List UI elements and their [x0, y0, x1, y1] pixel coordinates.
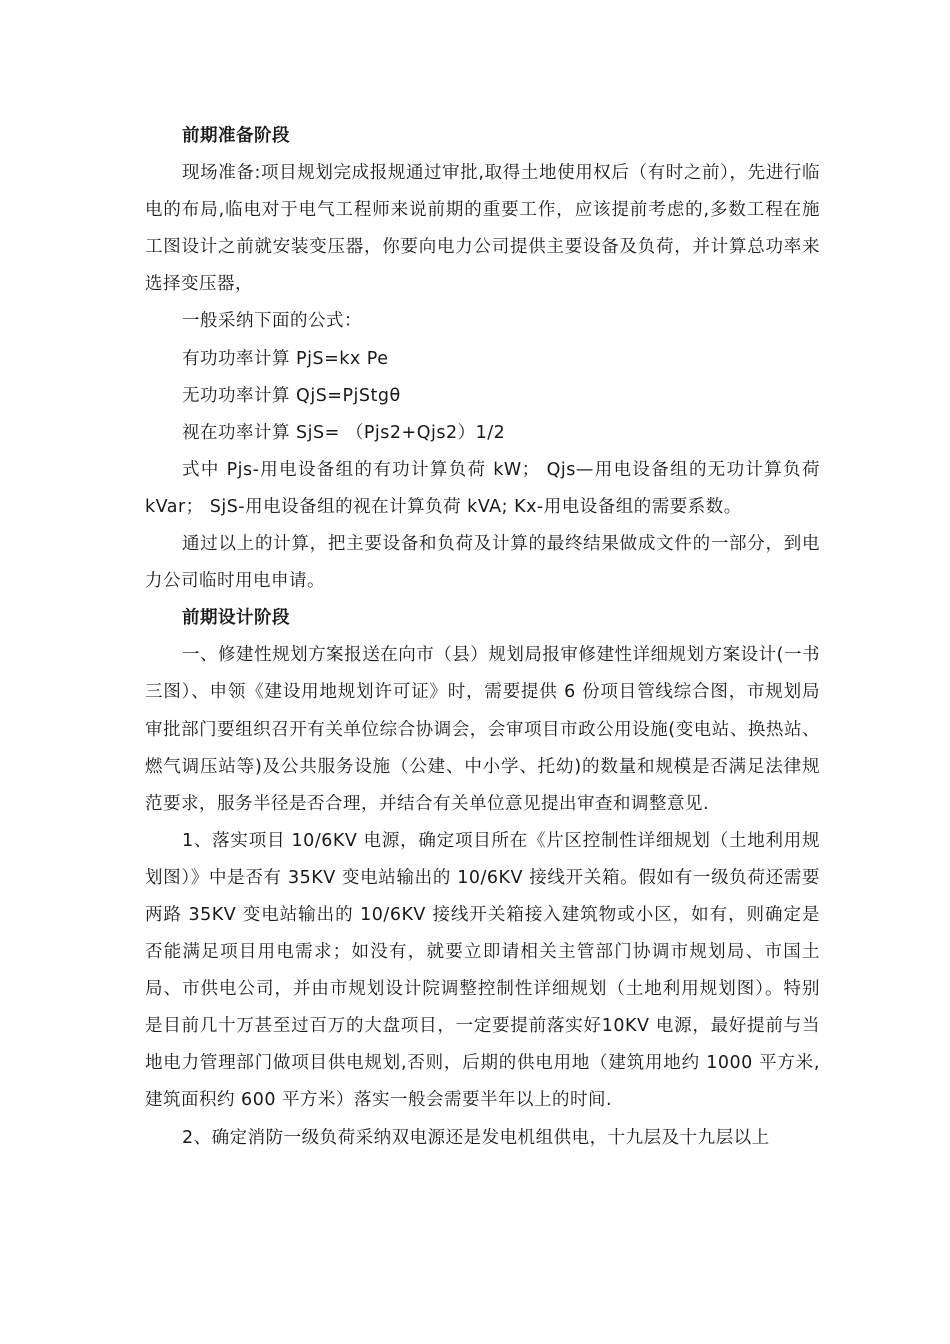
section-heading-design: 前期设计阶段	[182, 608, 290, 629]
formula-reactive-power: 无功功率计算 QjS=PjStgθ	[182, 385, 401, 406]
paragraph-formula-intro: 一般采纳下面的公式：	[182, 311, 362, 332]
paragraph-fire-load: 2、确定消防一级负荷采纳双电源还是发电机组供电，十九层及十九层以上	[182, 1127, 770, 1148]
document-body	[145, 118, 820, 1157]
formula-apparent-power: 视在功率计算 SjS= （Pjs2+Qjs2）1/2	[182, 422, 506, 443]
paragraph-planning-scheme: 一、修建性规划方案报送在向市（县）规划局报审修建性详细规划方案设计(一书三图）、申领《建设用地规划许可证》时，需要提供 6 份项目管线综合图，市规划局审批部门要组织召开有关单位综合协调会，会审项目市政公用设施(变电站、换热站、燃气调压站等)及公共服务设施（公建、中小学、托幼)的数量和规模是否满足法律规范要求，服务半径是否合理，并结合有关单位意见提出审查和调整意见.	[145, 645, 820, 814]
paragraph-power-source: 1、落实项目 10/6KV 电源，确定项目所在《片区控制性详细规划（土地利用规划图）》中是否有 35KV 变电站输出的 10/6KV 接线开关箱。假如有一级负荷还需要两路 35KV 变电站输出的 10/6KV 接线开关箱接入建筑物或小区，如有，则确定是否能满足项目用电需求；如没有，就要立即请相关主管部门协调市规划局、市国土局、市供电公司，并由市规划设计院调整控制性详细规划（土地利用规划图）。特别是目前几十万甚至过百万的大盘项目，一定要提前落实好10KV 电源，最好提前与当地电力管理部门做项目供电规划,否则，后期的供电用地（建筑用地约 1000 平方米,建筑面积约 600 平方米）落实一般会需要半年以上的时间.	[145, 830, 820, 1111]
paragraph-calculation-result: 通过以上的计算，把主要设备和负荷及计算的最终结果做成文件的一部分，到电力公司临时用电申请。	[145, 534, 820, 592]
section-heading-preparation: 前期准备阶段	[182, 126, 290, 146]
paragraph-site-preparation: 现场准备:项目规划完成报规通过审批,取得土地使用权后（有时之前），先进行临电的布局,临电对于电气工程师来说前期的重要工作，应该提前考虑的,多数工程在施工图设计之前就安装变压器，你要向电力公司提供主要设备及负荷，并计算总功率来选择变压器，	[145, 163, 820, 295]
formula-active-power: 有功功率计算 PjS=kx Pe	[182, 348, 389, 369]
paragraph-formula-legend: 式中 Pjs-用电设备组的有功计算负荷 kW； Qjs—用电设备组的无功计算负荷 kVar； SjS-用电设备组的视在计算负荷 kVA; Kx-用电设备组的需要系数。	[145, 459, 820, 517]
